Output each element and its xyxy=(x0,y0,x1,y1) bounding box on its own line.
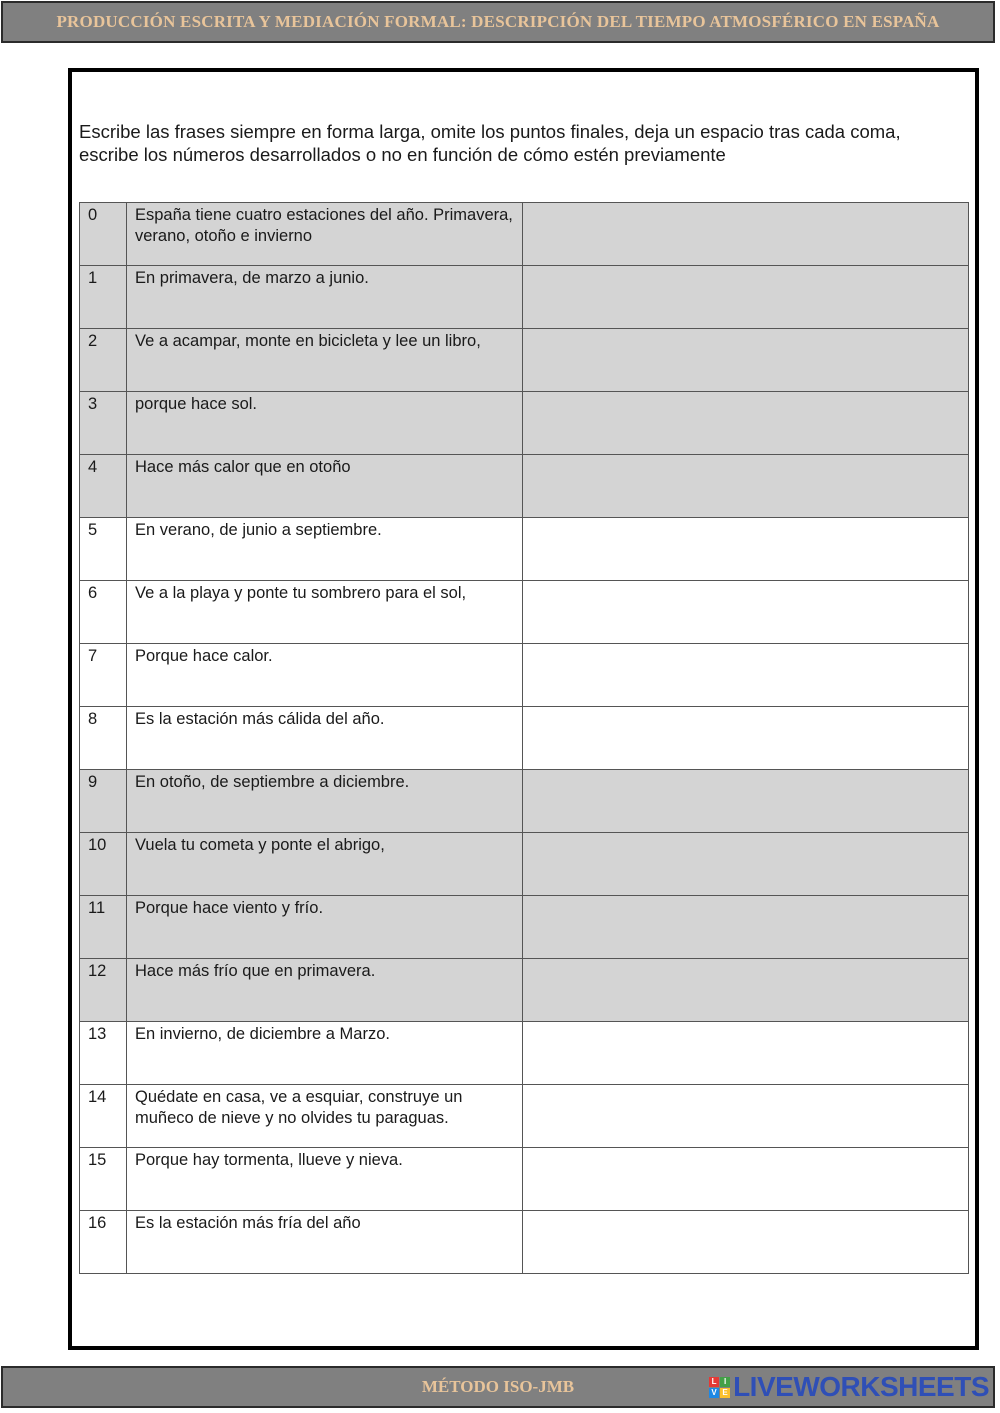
row-number: 15 xyxy=(80,1148,127,1211)
table-row xyxy=(80,455,969,518)
answer-field[interactable] xyxy=(523,770,969,833)
answer-field[interactable] xyxy=(523,896,969,959)
answer-field[interactable] xyxy=(523,581,969,644)
answer-field[interactable] xyxy=(523,707,969,770)
table-row xyxy=(80,1211,969,1274)
exercise-table xyxy=(79,202,969,1274)
row-number: 8 xyxy=(80,707,127,770)
sentence-cell: Hace más calor que en otoño xyxy=(127,455,523,518)
table-row xyxy=(80,770,969,833)
answer-field[interactable] xyxy=(523,392,969,455)
row-number: 3 xyxy=(80,392,127,455)
answer-field[interactable] xyxy=(523,203,969,266)
row-number: 9 xyxy=(80,770,127,833)
table-row xyxy=(80,203,969,266)
answer-field[interactable] xyxy=(523,833,969,896)
answer-field[interactable] xyxy=(523,1211,969,1274)
row-number: 13 xyxy=(80,1022,127,1085)
answer-field[interactable] xyxy=(523,1022,969,1085)
row-number: 0 xyxy=(80,203,127,266)
answer-field[interactable] xyxy=(523,1148,969,1211)
sentence-cell: Porque hace viento y frío. xyxy=(127,896,523,959)
table-row xyxy=(80,392,969,455)
table-row xyxy=(80,329,969,392)
table-row xyxy=(80,833,969,896)
sentence-cell: España tiene cuatro estaciones del año. Primavera, verano, otoño e invierno xyxy=(127,203,523,266)
sentence-cell: Ve a la playa y ponte tu sombrero para el sol, xyxy=(127,581,523,644)
row-number: 1 xyxy=(80,266,127,329)
table-row xyxy=(80,1022,969,1085)
row-number: 14 xyxy=(80,1085,127,1148)
row-number: 4 xyxy=(80,455,127,518)
sentence-cell: Es la estación más fría del año xyxy=(127,1211,523,1274)
liveworksheets-brand[interactable] xyxy=(709,1371,989,1403)
liveworksheets-logo-icon xyxy=(709,1377,730,1398)
row-number: 7 xyxy=(80,644,127,707)
answer-field[interactable] xyxy=(523,644,969,707)
row-number: 10 xyxy=(80,833,127,896)
sentence-cell: Porque hace calor. xyxy=(127,644,523,707)
sentence-cell: Ve a acampar, monte en bicicleta y lee un libro, xyxy=(127,329,523,392)
logo-square: L xyxy=(709,1377,719,1387)
table-row xyxy=(80,518,969,581)
table-row xyxy=(80,1148,969,1211)
table-row xyxy=(80,959,969,1022)
footer-bar xyxy=(1,1366,995,1408)
answer-field[interactable] xyxy=(523,959,969,1022)
logo-square: E xyxy=(720,1388,730,1398)
sentence-cell: En otoño, de septiembre a diciembre. xyxy=(127,770,523,833)
method-label: MÉTODO ISO-JMB xyxy=(421,1377,575,1396)
sentence-cell: porque hace sol. xyxy=(127,392,523,455)
header-bar xyxy=(1,1,995,43)
answer-field[interactable] xyxy=(523,329,969,392)
sentence-cell: En invierno, de diciembre a Marzo. xyxy=(127,1022,523,1085)
table-row xyxy=(80,581,969,644)
table-row xyxy=(80,707,969,770)
row-number: 2 xyxy=(80,329,127,392)
row-number: 6 xyxy=(80,581,127,644)
table-row xyxy=(80,266,969,329)
exercise-rows xyxy=(80,203,969,1274)
row-number: 12 xyxy=(80,959,127,1022)
answer-field[interactable] xyxy=(523,455,969,518)
table-row xyxy=(80,644,969,707)
sentence-cell: Es la estación más cálida del año. xyxy=(127,707,523,770)
sentence-cell: En verano, de junio a septiembre. xyxy=(127,518,523,581)
row-number: 11 xyxy=(80,896,127,959)
logo-square: I xyxy=(720,1377,730,1387)
page-title: PRODUCCIÓN ESCRITA Y MEDIACIÓN FORMAL: DESCRIPCIÓN DEL TIEMPO ATMOSFÉRICO EN ESPAÑA xyxy=(56,12,940,31)
instructions-text: Escribe las frases siempre en forma larga, omite los puntos finales, deja un espacio tras cada coma, escribe los números desarrollados o no en función de cómo estén previamente xyxy=(79,121,901,165)
row-number: 16 xyxy=(80,1211,127,1274)
row-number: 5 xyxy=(80,518,127,581)
brand-name: LIVEWORKSHEETS xyxy=(733,1371,989,1402)
sentence-cell: Porque hay tormenta, llueve y nieva. xyxy=(127,1148,523,1211)
table-row xyxy=(80,896,969,959)
sentence-cell: Quédate en casa, ve a esquiar, construye un muñeco de nieve y no olvides tu paraguas. xyxy=(127,1085,523,1148)
sentence-cell: Hace más frío que en primavera. xyxy=(127,959,523,1022)
answer-field[interactable] xyxy=(523,266,969,329)
logo-square: V xyxy=(709,1388,719,1398)
table-row xyxy=(80,1085,969,1148)
answer-field[interactable] xyxy=(523,518,969,581)
answer-field[interactable] xyxy=(523,1085,969,1148)
sentence-cell: Vuela tu cometa y ponte el abrigo, xyxy=(127,833,523,896)
sentence-cell: En primavera, de marzo a junio. xyxy=(127,266,523,329)
